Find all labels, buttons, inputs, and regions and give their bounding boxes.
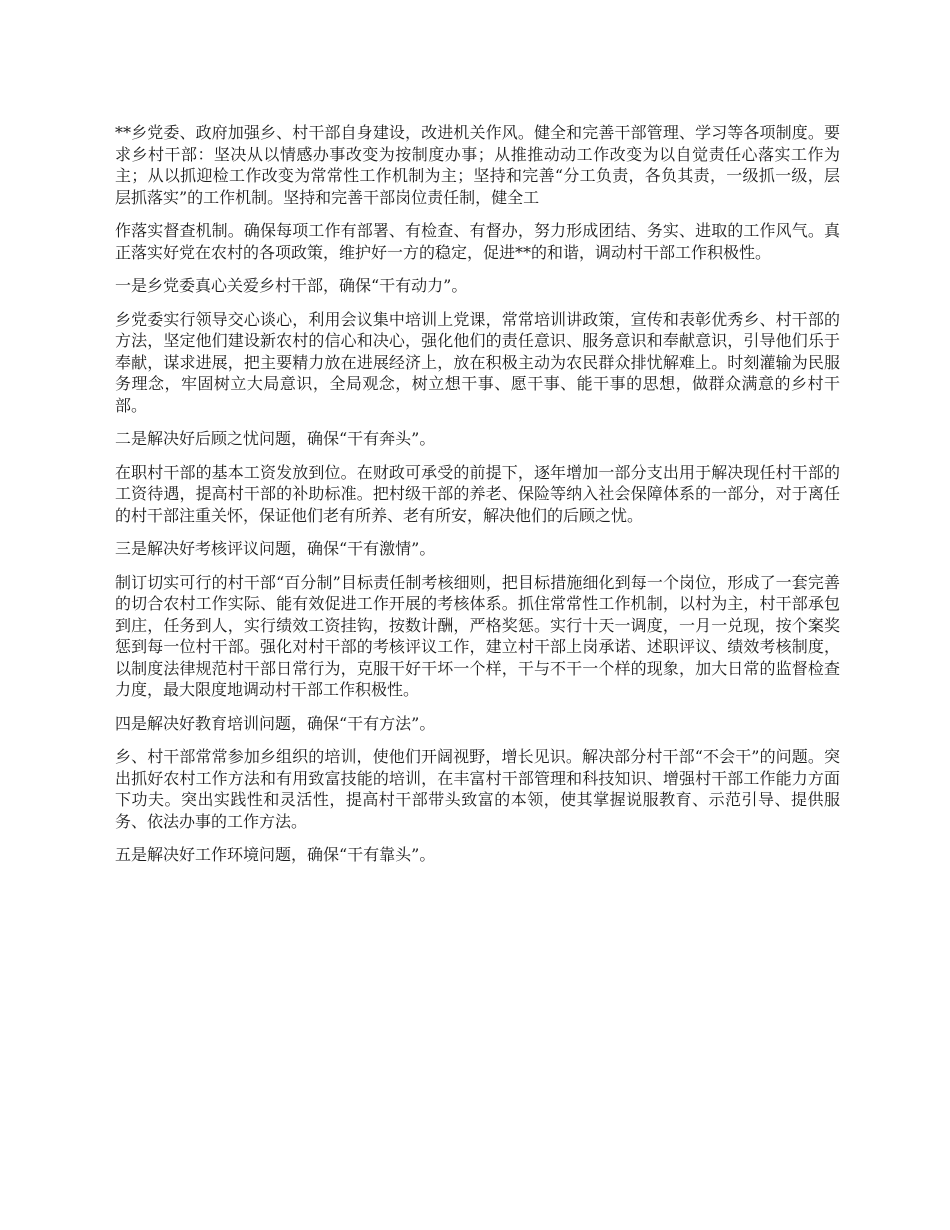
- section-heading-1: 一是乡党委真心关爱乡村干部，确保“干有动力”。: [115, 276, 468, 295]
- section-body-3: 制订切实可行的村干部“百分制”目标责任制考核细则，把目标措施细化到每一个岗位，形成了一套完善的切合农村工作实际、能有效促进工作开展的考核体系。抓住常常性工作机制，以村为主，村干部承包到庄，任务到人，实行绩效工资挂钩，按数计酬，严格奖惩。实行十天一调度，一月一兑现，按个案奖惩到每一位村干部。强化对村干部的考核评议工作，建立村干部上岗承诺、述职评议、绩效考核制度，以制度法律规范村干部日常行为，克服干好干坏一个样，干与不干一个样的现象，加大日常的监督检查力度，最大限度地调动村干部工作积极性。: [115, 572, 840, 699]
- section-heading-3: 三是解决好考核评议问题，确保“干有激情”。: [115, 539, 436, 558]
- paragraph-intro-continued: 作落实督查机制。确保每项工作有部署、有检查、有督办，努力形成团结、务实、进取的工作风气。真正落实好党在农村的各项政策，维护好一方的稳定，促进**的和谐，调动村干部工作积极性。: [115, 221, 840, 262]
- document-page: [115, 122, 840, 878]
- section-body-4: 乡、村干部常常参加乡组织的培训，使他们开阔视野，增长见识。解决部分村干部“不会干”的问题。突出抓好农村工作方法和有用致富技能的培训，在丰富村干部管理和科技知识、增强村干部工作能力方面下功夫。突出实践性和灵活性，提高村干部带头致富的本领，使其掌握说服教育、示范引导、提供服务、依法办事的工作方法。: [115, 747, 840, 831]
- section-body-1: 乡党委实行领导交心谈心，利用会议集中培训上党课，常常培训讲政策，宣传和表彰优秀乡、村干部的方法，坚定他们建设新农村的信心和决心，强化他们的责任意识、服务意识和奉献意识，引导他们乐于奉献，谋求进展，把主要精力放在进展经济上，放在积极主动为农民群众排忧解难上。时刻灌输为民服务理念，牢固树立大局意识，全局观念，树立想干事、愿干事、能干事的思想，做群众满意的乡村干部。: [115, 309, 840, 415]
- section-body-2: 在职村干部的基本工资发放到位。在财政可承受的前提下，逐年增加一部分支出用于解决现任村干部的工资待遇，提高村干部的补助标准。把村级干部的养老、保险等纳入社会保障体系的一部分，对于离任的村干部注重关怀，保证他们老有所养、老有所安，解决他们的后顾之忧。: [115, 462, 840, 525]
- paragraph-intro: **乡党委、政府加强乡、村干部自身建设，改进机关作风。健全和完善干部管理、学习等各项制度。要求乡村干部：坚决从以情感办事改变为按制度办事；从推推动动工作改变为以自觉责任心落实工作为主；从以抓迎检工作改变为常常性工作机制为主；坚持和完善“分工负责，各负其责，一级抓一级，层层抓落实”的工作机制。坚持和完善干部岗位责任制，健全工: [115, 123, 840, 207]
- section-heading-4: 四是解决好教育培训问题，确保“干有方法”。: [115, 713, 436, 733]
- section-heading-2: 二是解决好后顾之忧问题，确保“干有奔头”。: [115, 429, 436, 448]
- section-heading-5: 五是解决好工作环境问题，确保“干有靠头”。: [115, 845, 436, 864]
